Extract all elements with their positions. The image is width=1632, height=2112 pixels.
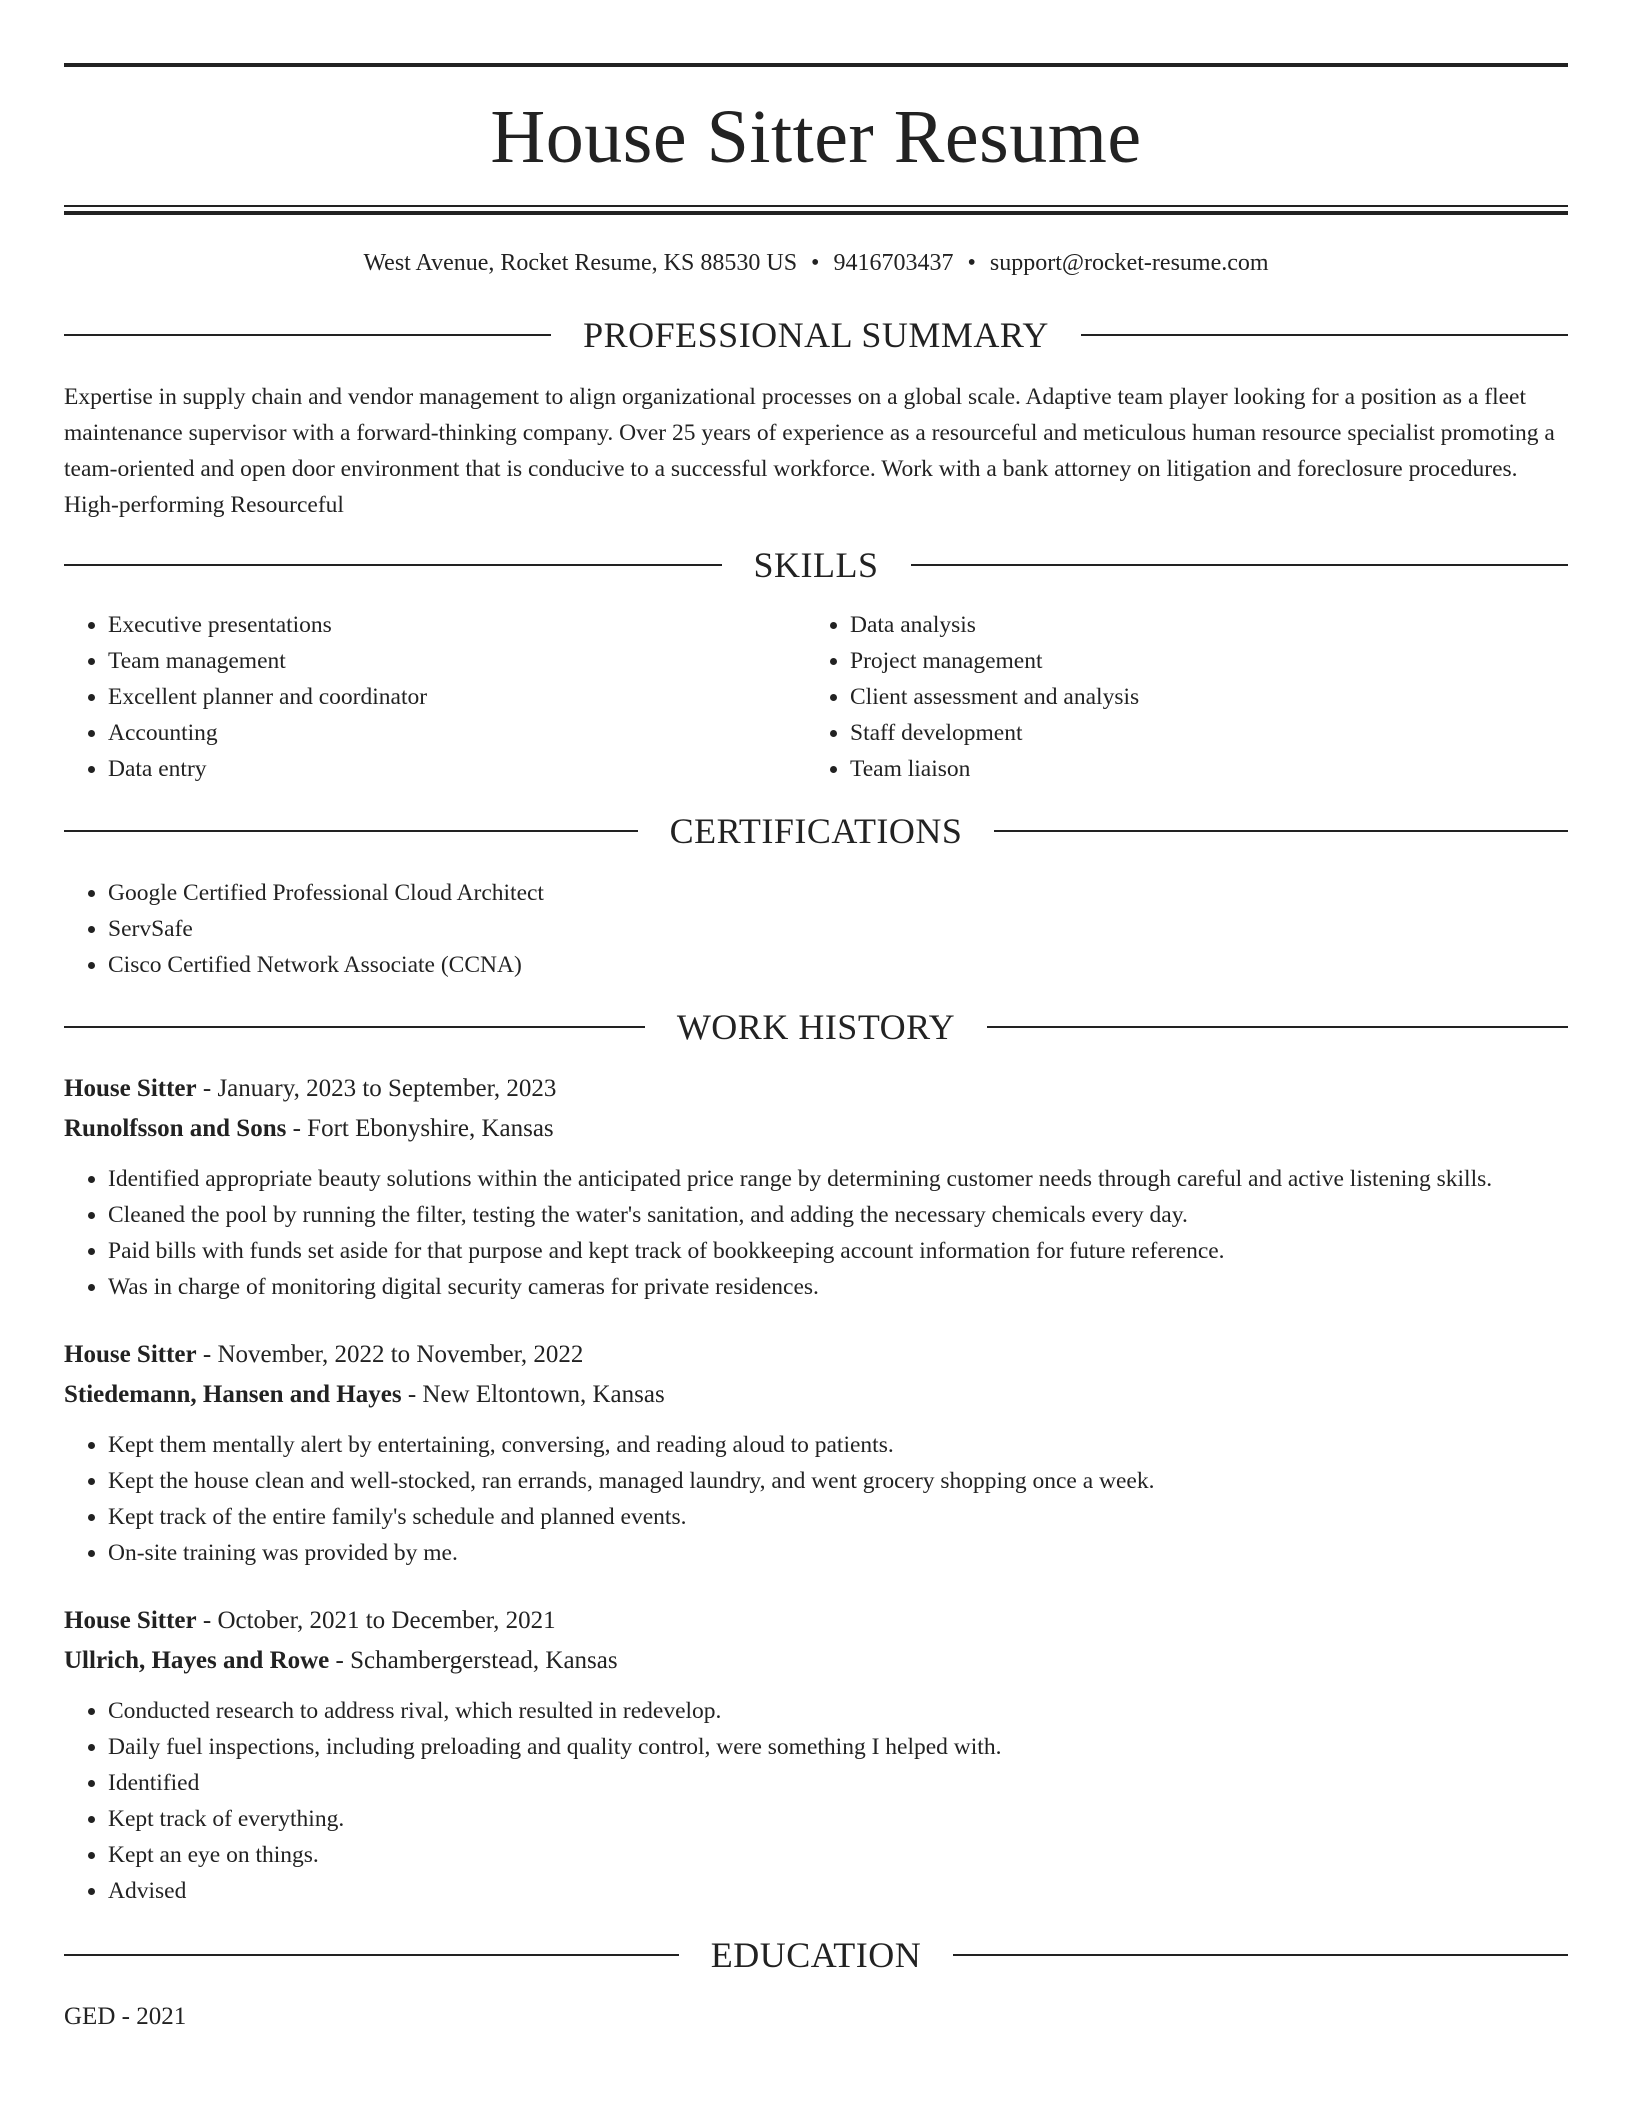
job-location: - Schambergerstead, Kansas (329, 1647, 618, 1674)
resume-page (64, 0, 1568, 2037)
heading-rule (1081, 334, 1568, 336)
list-item: • Identified appropriate beauty solutions within the anticipated price range by determining customer needs through careful and active listening skills. (108, 1161, 1568, 1197)
list-item: • Kept track of everything. (108, 1801, 1568, 1837)
list-item: • Executive presentations (108, 607, 806, 643)
contact-separator: • (811, 250, 820, 276)
certifications-list (64, 875, 1568, 983)
section-heading-summary (64, 317, 1568, 353)
job-company-line (64, 1641, 1568, 1681)
list-item: • Team liaison (850, 751, 1548, 787)
skills-right-list (806, 607, 1548, 787)
page-title: House Sitter Resume (490, 95, 1142, 179)
section-heading-education (64, 1937, 1568, 1973)
job-dates: - January, 2023 to September, 2023 (196, 1075, 557, 1102)
job-entry (64, 1069, 1568, 1305)
job-title-line (64, 1601, 1568, 1641)
job-duties-list (64, 1693, 1568, 1909)
contact-address: West Avenue, Rocket Resume, KS 88530 US (363, 250, 798, 276)
job-company: Runolfsson and Sons (64, 1115, 287, 1142)
list-item: • Kept them mentally alert by entertaining, conversing, and reading aloud to patients. (108, 1427, 1568, 1463)
list-item: • On-site training was provided by me. (108, 1535, 1568, 1571)
contact-email: support@rocket-resume.com (989, 250, 1269, 276)
section-title: EDUCATION (710, 1935, 922, 1975)
job-duties-list (64, 1427, 1568, 1571)
section-heading-skills (64, 547, 1568, 583)
section-title: WORK HISTORY (676, 1007, 956, 1047)
job-location: - Fort Ebonyshire, Kansas (286, 1115, 554, 1142)
skills-column-left (64, 607, 806, 787)
list-item: • ServSafe (108, 911, 1568, 947)
summary-text: Expertise in supply chain and vendor management to align organizational processes on a global scale. Adaptive team player looking for a position as a fleet maintenance supervisor with a forward-thinking company. Over 25 years of experience as a resourceful and meticulous human resource specialist promoting a team-oriented and open door environment that is conducive to a successful workforce. Work with a bank attorney on litigation and foreclosure procedures. High-performing Resourceful (64, 384, 1555, 518)
job-role: House Sitter (64, 1607, 197, 1634)
heading-rule (64, 334, 551, 336)
heading-rule (987, 1026, 1568, 1028)
job-title-line (64, 1335, 1568, 1375)
list-item: • Conducted research to address rival, which resulted in redevelop. (108, 1693, 1568, 1729)
contact-phone: 9416703437 (833, 250, 954, 276)
job-duties-list (64, 1161, 1568, 1305)
list-item: • Accounting (108, 715, 806, 751)
section-title: PROFESSIONAL SUMMARY (583, 315, 1049, 355)
list-item: • Google Certified Professional Cloud Architect (108, 875, 1568, 911)
job-company-line (64, 1375, 1568, 1415)
section-heading-work (64, 1009, 1568, 1045)
job-company: Ullrich, Hayes and Rowe (64, 1647, 330, 1674)
job-entry (64, 1335, 1568, 1571)
job-title-line (64, 1069, 1568, 1109)
skills-list (64, 607, 1568, 787)
list-item: • Team management (108, 643, 806, 679)
job-role: House Sitter (64, 1341, 197, 1368)
heading-rule (953, 1954, 1568, 1956)
list-item: • Client assessment and analysis (850, 679, 1548, 715)
list-item: • Cisco Certified Network Associate (CCNA) (108, 947, 1568, 983)
list-item: • Kept track of the entire family's schedule and planned events. (108, 1499, 1568, 1535)
list-item: • Advised (108, 1873, 1568, 1909)
top-rule (64, 63, 1568, 67)
heading-rule (911, 564, 1569, 566)
list-item: • Was in charge of monitoring digital security cameras for private residences. (108, 1269, 1568, 1305)
list-item: • Kept an eye on things. (108, 1837, 1568, 1873)
list-item: • Excellent planner and coordinator (108, 679, 806, 715)
job-dates: - November, 2022 to November, 2022 (196, 1341, 584, 1368)
heading-rule (64, 1954, 679, 1956)
list-item: • Data entry (108, 751, 806, 787)
list-item: • Paid bills with funds set aside for that purpose and kept track of bookkeeping account information for future reference. (108, 1233, 1568, 1269)
job-dates: - October, 2021 to December, 2021 (196, 1607, 556, 1634)
list-item: • Project management (850, 643, 1548, 679)
skills-column-right (806, 607, 1548, 787)
section-heading-certifications (64, 813, 1568, 849)
list-item: • Identified (108, 1765, 1568, 1801)
list-item: • Daily fuel inspections, including preloading and quality control, were something I helped with. (108, 1729, 1568, 1765)
heading-rule (64, 1026, 645, 1028)
heading-rule (64, 564, 722, 566)
list-item: • Staff development (850, 715, 1548, 751)
list-item: • Data analysis (850, 607, 1548, 643)
section-title: CERTIFICATIONS (669, 811, 963, 851)
job-location: - New Eltontown, Kansas (401, 1381, 665, 1408)
list-item: • Cleaned the pool by running the filter, testing the water's sanitation, and adding the necessary chemicals every day. (108, 1197, 1568, 1233)
education-entry: GED - 2021 (64, 2003, 187, 2030)
section-title: SKILLS (753, 545, 879, 585)
job-company: Stiedemann, Hansen and Hayes (64, 1381, 402, 1408)
skills-left-list (64, 607, 806, 787)
heading-rule (64, 830, 638, 832)
job-entry (64, 1601, 1568, 1909)
heading-rule (994, 830, 1568, 832)
job-company-line (64, 1109, 1568, 1149)
contact-line (64, 251, 1568, 279)
job-role: House Sitter (64, 1075, 197, 1102)
contact-separator: • (967, 250, 976, 276)
list-item: • Kept the house clean and well-stocked, ran errands, managed laundry, and went grocery shopping once a week. (108, 1463, 1568, 1499)
title-double-rule (64, 205, 1568, 215)
